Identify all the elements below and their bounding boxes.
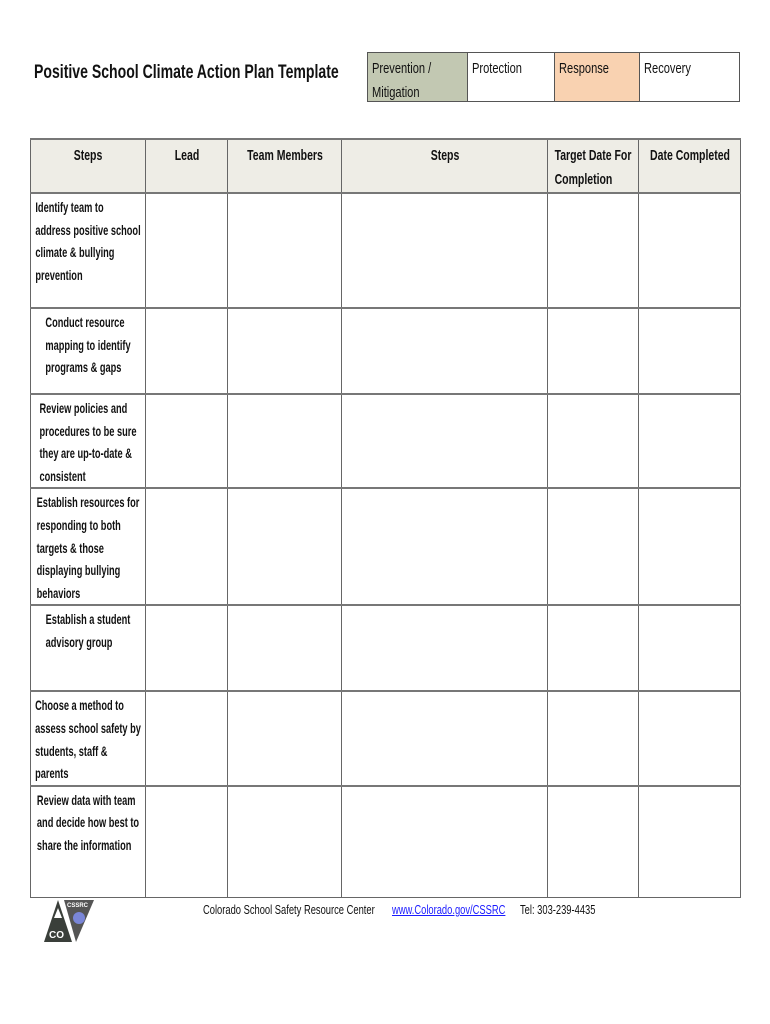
header-steps-detail [342,139,548,193]
table-row [31,193,741,308]
table-row [31,488,741,605]
step-cell [31,488,146,605]
table-row [31,786,741,898]
steps-detail-cell[interactable] [342,308,548,394]
header-row [31,139,741,193]
lead-cell[interactable] [146,488,228,605]
header-label: Steps [430,147,459,164]
step-label: Review data with team and decide how best to share the information [36,791,140,853]
lead-cell[interactable] [146,691,228,785]
header-label: Steps [73,147,103,164]
step-cell [31,308,146,394]
header-label: Target Date For Completion [554,147,632,188]
date-completed-cell[interactable] [639,394,741,488]
table-row [31,691,741,785]
date-completed-cell[interactable] [639,691,741,785]
steps-detail-cell[interactable] [342,691,548,785]
step-cell [31,786,146,898]
team-members-cell[interactable] [228,193,342,308]
header-steps [31,139,146,193]
legend-recovery [640,53,739,101]
target-date-cell[interactable] [548,691,639,785]
action-plan-table [30,138,741,898]
target-date-cell[interactable] [548,308,639,394]
footer-link[interactable]: www.Colorado.gov/CSSRC [392,902,506,917]
step-cell [31,394,146,488]
header-label: Lead [174,147,199,164]
table-row [31,605,741,691]
legend-label: Response [558,60,609,77]
legend-prevention-mitigation [368,53,468,101]
header-lead [146,139,228,193]
header-target-date [548,139,639,193]
lead-cell[interactable] [146,193,228,308]
step-label: Establish a student advisory group [45,611,131,650]
step-label: Identify team to address positive school climate & bullying prevention [35,199,141,283]
date-completed-cell[interactable] [639,308,741,394]
header-label: Date Completed [649,147,730,164]
svg-text:CO: CO [49,930,64,941]
step-label: Establish resources for responding to both targets & those displaying bullying behaviors [36,494,140,601]
legend-label: Prevention / Mitigation [372,60,432,101]
team-members-cell[interactable] [228,308,342,394]
phase-legend [367,52,740,102]
table-row [31,394,741,488]
legend-label: Recovery [643,60,691,77]
target-date-cell[interactable] [548,394,639,488]
legend-response [555,53,640,101]
lead-cell[interactable] [146,605,228,691]
legend-label: Protection [472,60,523,77]
lead-cell[interactable] [146,786,228,898]
page-title: Positive School Climate Action Plan Template [34,62,339,83]
date-completed-cell[interactable] [639,605,741,691]
steps-detail-cell[interactable] [342,394,548,488]
step-cell [31,691,146,785]
date-completed-cell[interactable] [639,193,741,308]
header-team-members [228,139,342,193]
team-members-cell[interactable] [228,786,342,898]
step-cell [31,605,146,691]
target-date-cell[interactable] [548,488,639,605]
target-date-cell[interactable] [548,605,639,691]
date-completed-cell[interactable] [639,786,741,898]
steps-detail-cell[interactable] [342,193,548,308]
team-members-cell[interactable] [228,605,342,691]
steps-detail-cell[interactable] [342,488,548,605]
team-members-cell[interactable] [228,488,342,605]
footer-phone: Tel: 303-239-4435 [520,902,596,917]
target-date-cell[interactable] [548,193,639,308]
header-label: Team Members [246,147,323,164]
step-cell [31,193,146,308]
header-date-completed [639,139,741,193]
steps-detail-cell[interactable] [342,605,548,691]
svg-text:CSSRC: CSSRC [67,903,89,909]
footer-org: Colorado School Safety Resource Center [203,902,375,917]
footer [0,902,770,922]
step-label: Review policies and procedures to be sure they are up-to-date & consistent [39,400,137,484]
target-date-cell[interactable] [548,786,639,898]
table-row [31,308,741,394]
step-label: Choose a method to assess school safety by students, staff & parents [35,697,141,782]
lead-cell[interactable] [146,394,228,488]
team-members-cell[interactable] [228,394,342,488]
lead-cell[interactable] [146,308,228,394]
steps-detail-cell[interactable] [342,786,548,898]
step-label: Conduct resource mapping to identify programs & gaps [45,314,131,376]
legend-protection [468,53,555,101]
date-completed-cell[interactable] [639,488,741,605]
team-members-cell[interactable] [228,691,342,785]
